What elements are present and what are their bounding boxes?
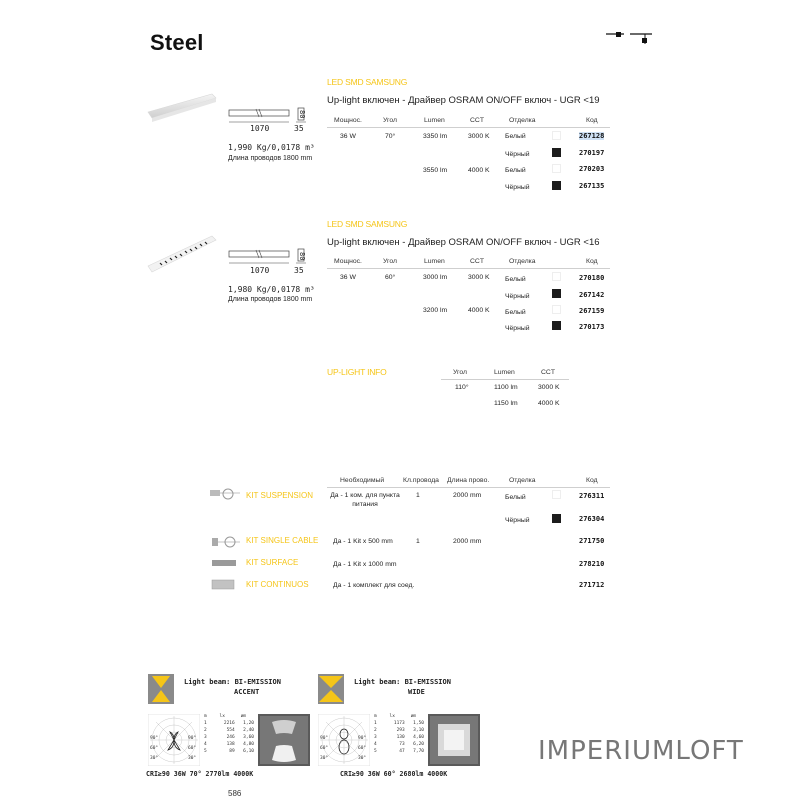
col-header-code: Код xyxy=(586,117,598,124)
power-value: 36 W xyxy=(340,274,356,281)
angle-value: 70° xyxy=(385,133,396,140)
beam-title: Light beam: BI-EMISSION xyxy=(184,678,281,686)
kit-length: 2000 mm xyxy=(453,492,482,499)
table-cell: 2 xyxy=(374,728,377,733)
swatch-black xyxy=(552,321,561,330)
dim-width: 35 xyxy=(294,124,304,133)
table-cell: 2 xyxy=(204,728,207,733)
table-rule xyxy=(327,268,610,269)
table-cell: 3 xyxy=(204,735,207,740)
table-cell: 2,40 xyxy=(243,728,254,733)
table-cell: 7,70 xyxy=(413,749,424,754)
finish-value: Белый xyxy=(505,276,526,283)
lumen-value: 1100 lm xyxy=(494,384,518,391)
table-cell: 130 xyxy=(396,735,405,740)
finish-value: Белый xyxy=(505,167,526,174)
polar-label: 30° xyxy=(150,756,159,761)
col-header-lumen: Lumen xyxy=(424,117,445,124)
beam-caption: CRI≥90 36W 70° 2770lm 4000K xyxy=(146,770,254,778)
swatch-black xyxy=(552,514,561,523)
table-cell: 554 xyxy=(226,728,235,733)
brand-logo: IMPERIUMLOFT xyxy=(538,736,744,766)
kit-label[interactable]: KIT SURFACE xyxy=(246,558,299,567)
col-header-angle: Угол xyxy=(453,369,467,376)
col-header-cct: CCT xyxy=(541,369,555,376)
section-subtitle: Up-light включен - Драйвер OSRAM ON/OFF включ - UGR <19 xyxy=(327,95,600,106)
col-header-code: Код xyxy=(586,258,598,265)
illuminance-table xyxy=(374,714,424,754)
swatch-white xyxy=(552,305,561,314)
table-cell: 4,60 xyxy=(413,735,424,740)
table-rule xyxy=(441,379,569,380)
table-header: øm xyxy=(410,714,417,719)
swatch-black xyxy=(552,148,561,157)
col-header-cct: CCT xyxy=(470,117,484,124)
light-render-wide xyxy=(428,714,480,766)
led-label: LED SMD SAMSUNG xyxy=(327,219,408,229)
table-cell: 6,20 xyxy=(413,742,424,747)
col-header-angle: Угол xyxy=(383,117,397,124)
table-cell: 3 xyxy=(374,735,377,740)
polar-label: 60° xyxy=(188,746,197,751)
col-header-cct: CCT xyxy=(470,258,484,265)
product-code[interactable]: 271712 xyxy=(579,581,605,589)
kit-qty: 1 xyxy=(416,492,420,499)
light-render-accent xyxy=(258,714,310,766)
beam-wide-icon xyxy=(318,674,344,704)
product-image-1 xyxy=(146,90,218,126)
finish-value: Чёрный xyxy=(505,293,530,300)
swatch-white xyxy=(552,164,561,173)
table-cell: 2216 xyxy=(223,721,235,726)
col-header-qty: Кл.провода xyxy=(403,477,439,484)
cct-value: 3000 K xyxy=(538,384,560,391)
polar-label: 30° xyxy=(358,756,367,761)
product-code[interactable]: 267159 xyxy=(579,307,605,315)
polar-label: 90° xyxy=(150,736,159,741)
product-code[interactable]: 267128 xyxy=(579,132,605,140)
lumen-value: 3000 lm xyxy=(423,274,448,281)
table-cell: 1,50 xyxy=(413,721,424,726)
page-title: Steel xyxy=(150,30,204,55)
dim-height: 80 xyxy=(298,110,306,119)
table-cell: 4,80 xyxy=(243,742,254,747)
swatch-white xyxy=(552,272,561,281)
table-cell: 138 xyxy=(226,742,235,747)
col-header-need: Необходимый xyxy=(340,477,385,484)
product-code[interactable]: 267135 xyxy=(579,182,605,190)
page-number: 586 xyxy=(228,789,242,798)
lumen-value: 3550 lm xyxy=(423,167,448,174)
kit-label[interactable]: KIT CONTINUOS xyxy=(246,580,309,589)
illuminance-table xyxy=(204,714,254,754)
table-cell: 4 xyxy=(374,742,377,747)
lumen-value: 1150 lm xyxy=(494,400,518,407)
beam-title: Light beam: BI-EMISSION xyxy=(354,678,451,686)
weight-info: 1,980 Kg/0,0178 m³ xyxy=(228,285,315,294)
finish-value: Чёрный xyxy=(505,184,530,191)
col-header-power: Мощнос. xyxy=(334,258,362,265)
beam-subtitle: WIDE xyxy=(408,688,425,696)
cable-length: Длина проводов 1800 mm xyxy=(228,155,313,162)
table-header: m xyxy=(374,714,377,719)
finish-value: Чёрный xyxy=(505,517,530,524)
table-header: øm xyxy=(240,714,247,719)
product-code[interactable]: 270197 xyxy=(579,149,605,157)
table-cell: 1 xyxy=(374,721,377,726)
polar-label: 60° xyxy=(320,746,329,751)
product-code[interactable]: 270203 xyxy=(579,165,605,173)
table-cell: 5 xyxy=(374,749,377,754)
kit-continuos-image xyxy=(208,577,240,593)
finish-value: Белый xyxy=(505,133,526,140)
kit-label[interactable]: KIT SINGLE CABLE xyxy=(246,536,319,545)
product-code[interactable]: 270180 xyxy=(579,274,605,282)
swatch-white xyxy=(552,490,561,499)
product-code[interactable]: 270173 xyxy=(579,323,605,331)
table-header: lx xyxy=(219,714,225,719)
table-cell: 1173 xyxy=(393,721,405,726)
table-cell: 4 xyxy=(204,742,207,747)
product-image-2 xyxy=(146,230,218,274)
swatch-white xyxy=(552,131,561,140)
kit-surface-image xyxy=(208,556,240,572)
mounting-icons xyxy=(604,24,654,46)
kit-qty: 1 xyxy=(416,538,420,545)
table-cell: 89 xyxy=(229,749,235,754)
polar-label: 30° xyxy=(188,756,197,761)
table-cell: 73 xyxy=(399,742,405,747)
cct-value: 4000 K xyxy=(468,167,490,174)
dim-width: 35 xyxy=(294,266,304,275)
uplight-label: UP-LIGHT INFO xyxy=(327,367,387,377)
polar-label: 60° xyxy=(358,746,367,751)
finish-value: Чёрный xyxy=(505,151,530,158)
polar-label: 30° xyxy=(320,756,329,761)
table-cell: 3,60 xyxy=(243,735,254,740)
cct-value: 3000 K xyxy=(468,133,490,140)
angle-value: 110° xyxy=(455,384,469,391)
kit-need: Да - 1 Kit x 500 mm xyxy=(333,538,393,545)
table-rule xyxy=(327,487,610,488)
col-header-lumen: Lumen xyxy=(424,258,445,265)
kit-suspension-image xyxy=(206,484,242,504)
finish-value: Белый xyxy=(505,309,526,316)
product-code[interactable]: 276304 xyxy=(579,515,605,523)
swatch-black xyxy=(552,289,561,298)
dim-length: 1070 xyxy=(250,124,270,133)
product-code[interactable]: 271750 xyxy=(579,537,605,545)
table-cell: 3,10 xyxy=(413,728,424,733)
dim-height: 80 xyxy=(298,252,306,261)
col-header-code: Код xyxy=(586,477,598,484)
finish-value: Чёрный xyxy=(505,325,530,332)
power-value: 36 W xyxy=(340,133,356,140)
product-code[interactable]: 276311 xyxy=(579,492,605,500)
finish-value: Белый xyxy=(505,494,526,501)
kit-length: 2000 mm xyxy=(453,538,482,545)
beam-caption: CRI≥90 36W 60° 2680lm 4000K xyxy=(340,770,448,778)
dim-length: 1070 xyxy=(250,266,270,275)
col-header-finish: Отделка xyxy=(509,477,536,484)
table-rule xyxy=(327,127,610,128)
angle-value: 60° xyxy=(385,274,396,281)
polar-label: 90° xyxy=(358,736,367,741)
beam-accent-icon xyxy=(148,674,174,704)
swatch-black xyxy=(552,181,561,190)
product-code[interactable]: 267142 xyxy=(579,291,605,299)
cct-value: 3000 K xyxy=(468,274,490,281)
lumen-value: 3350 lm xyxy=(423,133,448,140)
table-header: lx xyxy=(389,714,395,719)
kit-single-cable-image xyxy=(206,532,242,552)
col-header-finish: Отделка xyxy=(509,258,536,265)
kit-need: Да - 1 Kit x 1000 mm xyxy=(333,561,397,568)
product-code[interactable]: 278210 xyxy=(579,560,605,568)
cct-value: 4000 K xyxy=(468,307,490,314)
table-cell: 1 xyxy=(204,721,207,726)
table-cell: 246 xyxy=(226,735,235,740)
col-header-angle: Угол xyxy=(383,258,397,265)
table-header: m xyxy=(204,714,207,719)
col-header-lumen: Lumen xyxy=(494,369,515,376)
polar-label: 60° xyxy=(150,746,159,751)
polar-label: 90° xyxy=(320,736,329,741)
col-header-finish: Отделка xyxy=(509,117,536,124)
table-cell: 6,10 xyxy=(243,749,254,754)
col-header-length: Длина прово. xyxy=(447,477,490,484)
kit-need: Да - 1 комплект для соед. xyxy=(333,582,415,589)
lumen-value: 3200 lm xyxy=(423,307,448,314)
kit-need: Да - 1 ком. для пункта питания xyxy=(330,492,400,508)
cable-length: Длина проводов 1800 mm xyxy=(228,296,313,303)
weight-info: 1,990 Kg/0,0178 m³ xyxy=(228,143,315,152)
beam-subtitle: ACCENT xyxy=(234,688,260,696)
table-cell: 5 xyxy=(204,749,207,754)
led-label: LED SMD SAMSUNG xyxy=(327,77,408,87)
table-cell: 47 xyxy=(399,749,405,754)
table-cell: 293 xyxy=(396,728,405,733)
col-header-power: Мощнос. xyxy=(334,117,362,124)
polar-label: 90° xyxy=(188,736,197,741)
cct-value: 4000 K xyxy=(538,400,560,407)
table-cell: 1,20 xyxy=(243,721,254,726)
section-subtitle: Up-light включен - Драйвер OSRAM ON/OFF включ - UGR <16 xyxy=(327,237,600,248)
kit-label[interactable]: KIT SUSPENSION xyxy=(246,491,313,500)
